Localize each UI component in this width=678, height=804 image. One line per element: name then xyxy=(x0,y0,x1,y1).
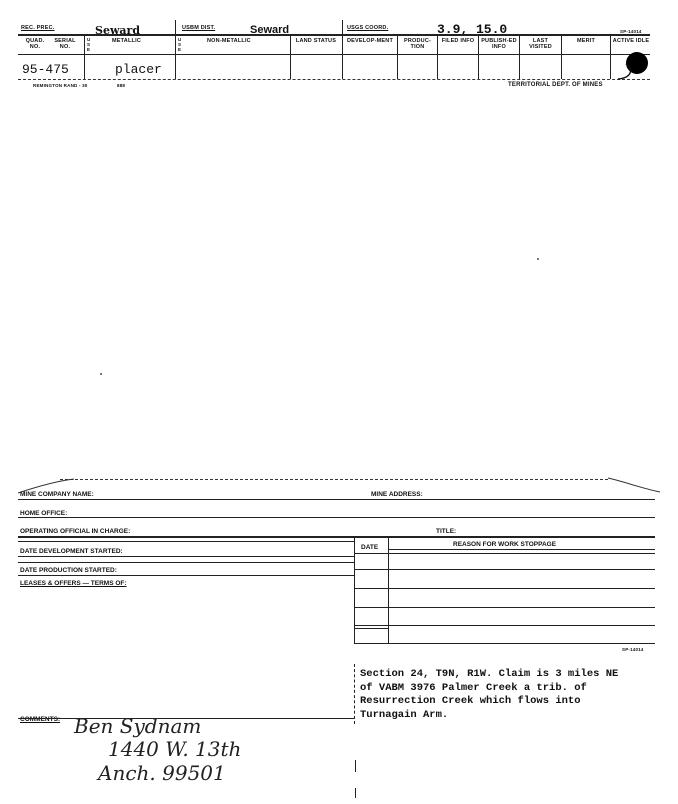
col-development: DEVELOP-MENT xyxy=(346,38,394,44)
curl-mark-icon xyxy=(612,60,642,82)
home-office-label: HOME OFFICE: xyxy=(20,510,68,517)
col-serial-no: SERIAL NO. xyxy=(54,38,76,50)
col-production: PRODUC-TION xyxy=(403,38,432,50)
rec-prec-label: REC. PREC. xyxy=(21,25,55,31)
printer-note: REMINGTON RAND - 30 xyxy=(33,83,88,88)
col-quad-no: QUAD. NO. xyxy=(25,38,45,50)
col-active-idle: ACTIVE IDLE xyxy=(612,38,650,44)
operating-official-label: OPERATING OFFICIAL IN CHARGE: xyxy=(20,528,131,535)
col-last-visited: LAST VISITED xyxy=(529,38,552,50)
col-filed-info: FILED INFO xyxy=(441,38,475,44)
date-production-label: DATE PRODUCTION STARTED: xyxy=(20,567,117,574)
speck xyxy=(100,373,102,375)
usbm-dist-label: USBM DIST. xyxy=(182,25,216,31)
col-published-info: PUBLISH-ED INFO xyxy=(481,38,517,50)
department-label: TERRITORIAL DEPT. OF MINES xyxy=(508,82,603,88)
col-use-metallic: USE xyxy=(87,37,91,52)
printer-code: 888 xyxy=(117,83,126,88)
speck xyxy=(537,258,539,260)
col-merit: MERIT xyxy=(576,38,596,44)
date-development-label: DATE DEVELOPMENT STARTED: xyxy=(20,548,123,555)
col-metallic: METALLIC xyxy=(112,38,141,44)
reason-column-header: REASON FOR WORK STOPPAGE xyxy=(453,541,557,548)
fold-curve-right xyxy=(606,476,662,496)
usbm-dist-value: Seward xyxy=(250,24,290,36)
form-code-top: SP-14014 xyxy=(620,29,642,34)
form-code-bottom: SP-14014 xyxy=(622,647,644,652)
mine-company-name-label: MINE COMPANY NAME: xyxy=(20,491,94,498)
usgs-coord-value: 3.9, 15.0 xyxy=(437,22,508,37)
col-non-metallic: NON-METALLIC xyxy=(207,38,251,44)
mine-address-label: MINE ADDRESS: xyxy=(371,491,423,498)
usgs-coord-label: USGS COORD. xyxy=(347,25,389,31)
title-label: TITLE: xyxy=(436,528,457,535)
rec-prec-value: Seward xyxy=(95,24,141,37)
col-use-nonmetallic: USE xyxy=(178,37,182,52)
signature-street: 1440 W. 13th xyxy=(108,737,242,761)
signature-city: Anch. 99501 xyxy=(98,761,226,785)
leases-label: LEASES & OFFERS — TERMS OF: xyxy=(20,580,127,587)
location-description: Section 24, T9N, R1W. Claim is 3 miles NE of VABM 3976 Palmer Creek a trib. of Resurrection Creek which flows into Turnagain Arm. xyxy=(360,668,619,721)
col-land-status: LAND STATUS xyxy=(295,38,337,44)
quad-serial-value: 95-475 xyxy=(22,62,69,77)
signature-name: Ben Sydnam xyxy=(74,714,202,738)
comments-label: COMMENTS: xyxy=(20,716,61,723)
metallic-value: placer xyxy=(115,62,162,77)
date-column-header: DATE xyxy=(361,544,379,551)
